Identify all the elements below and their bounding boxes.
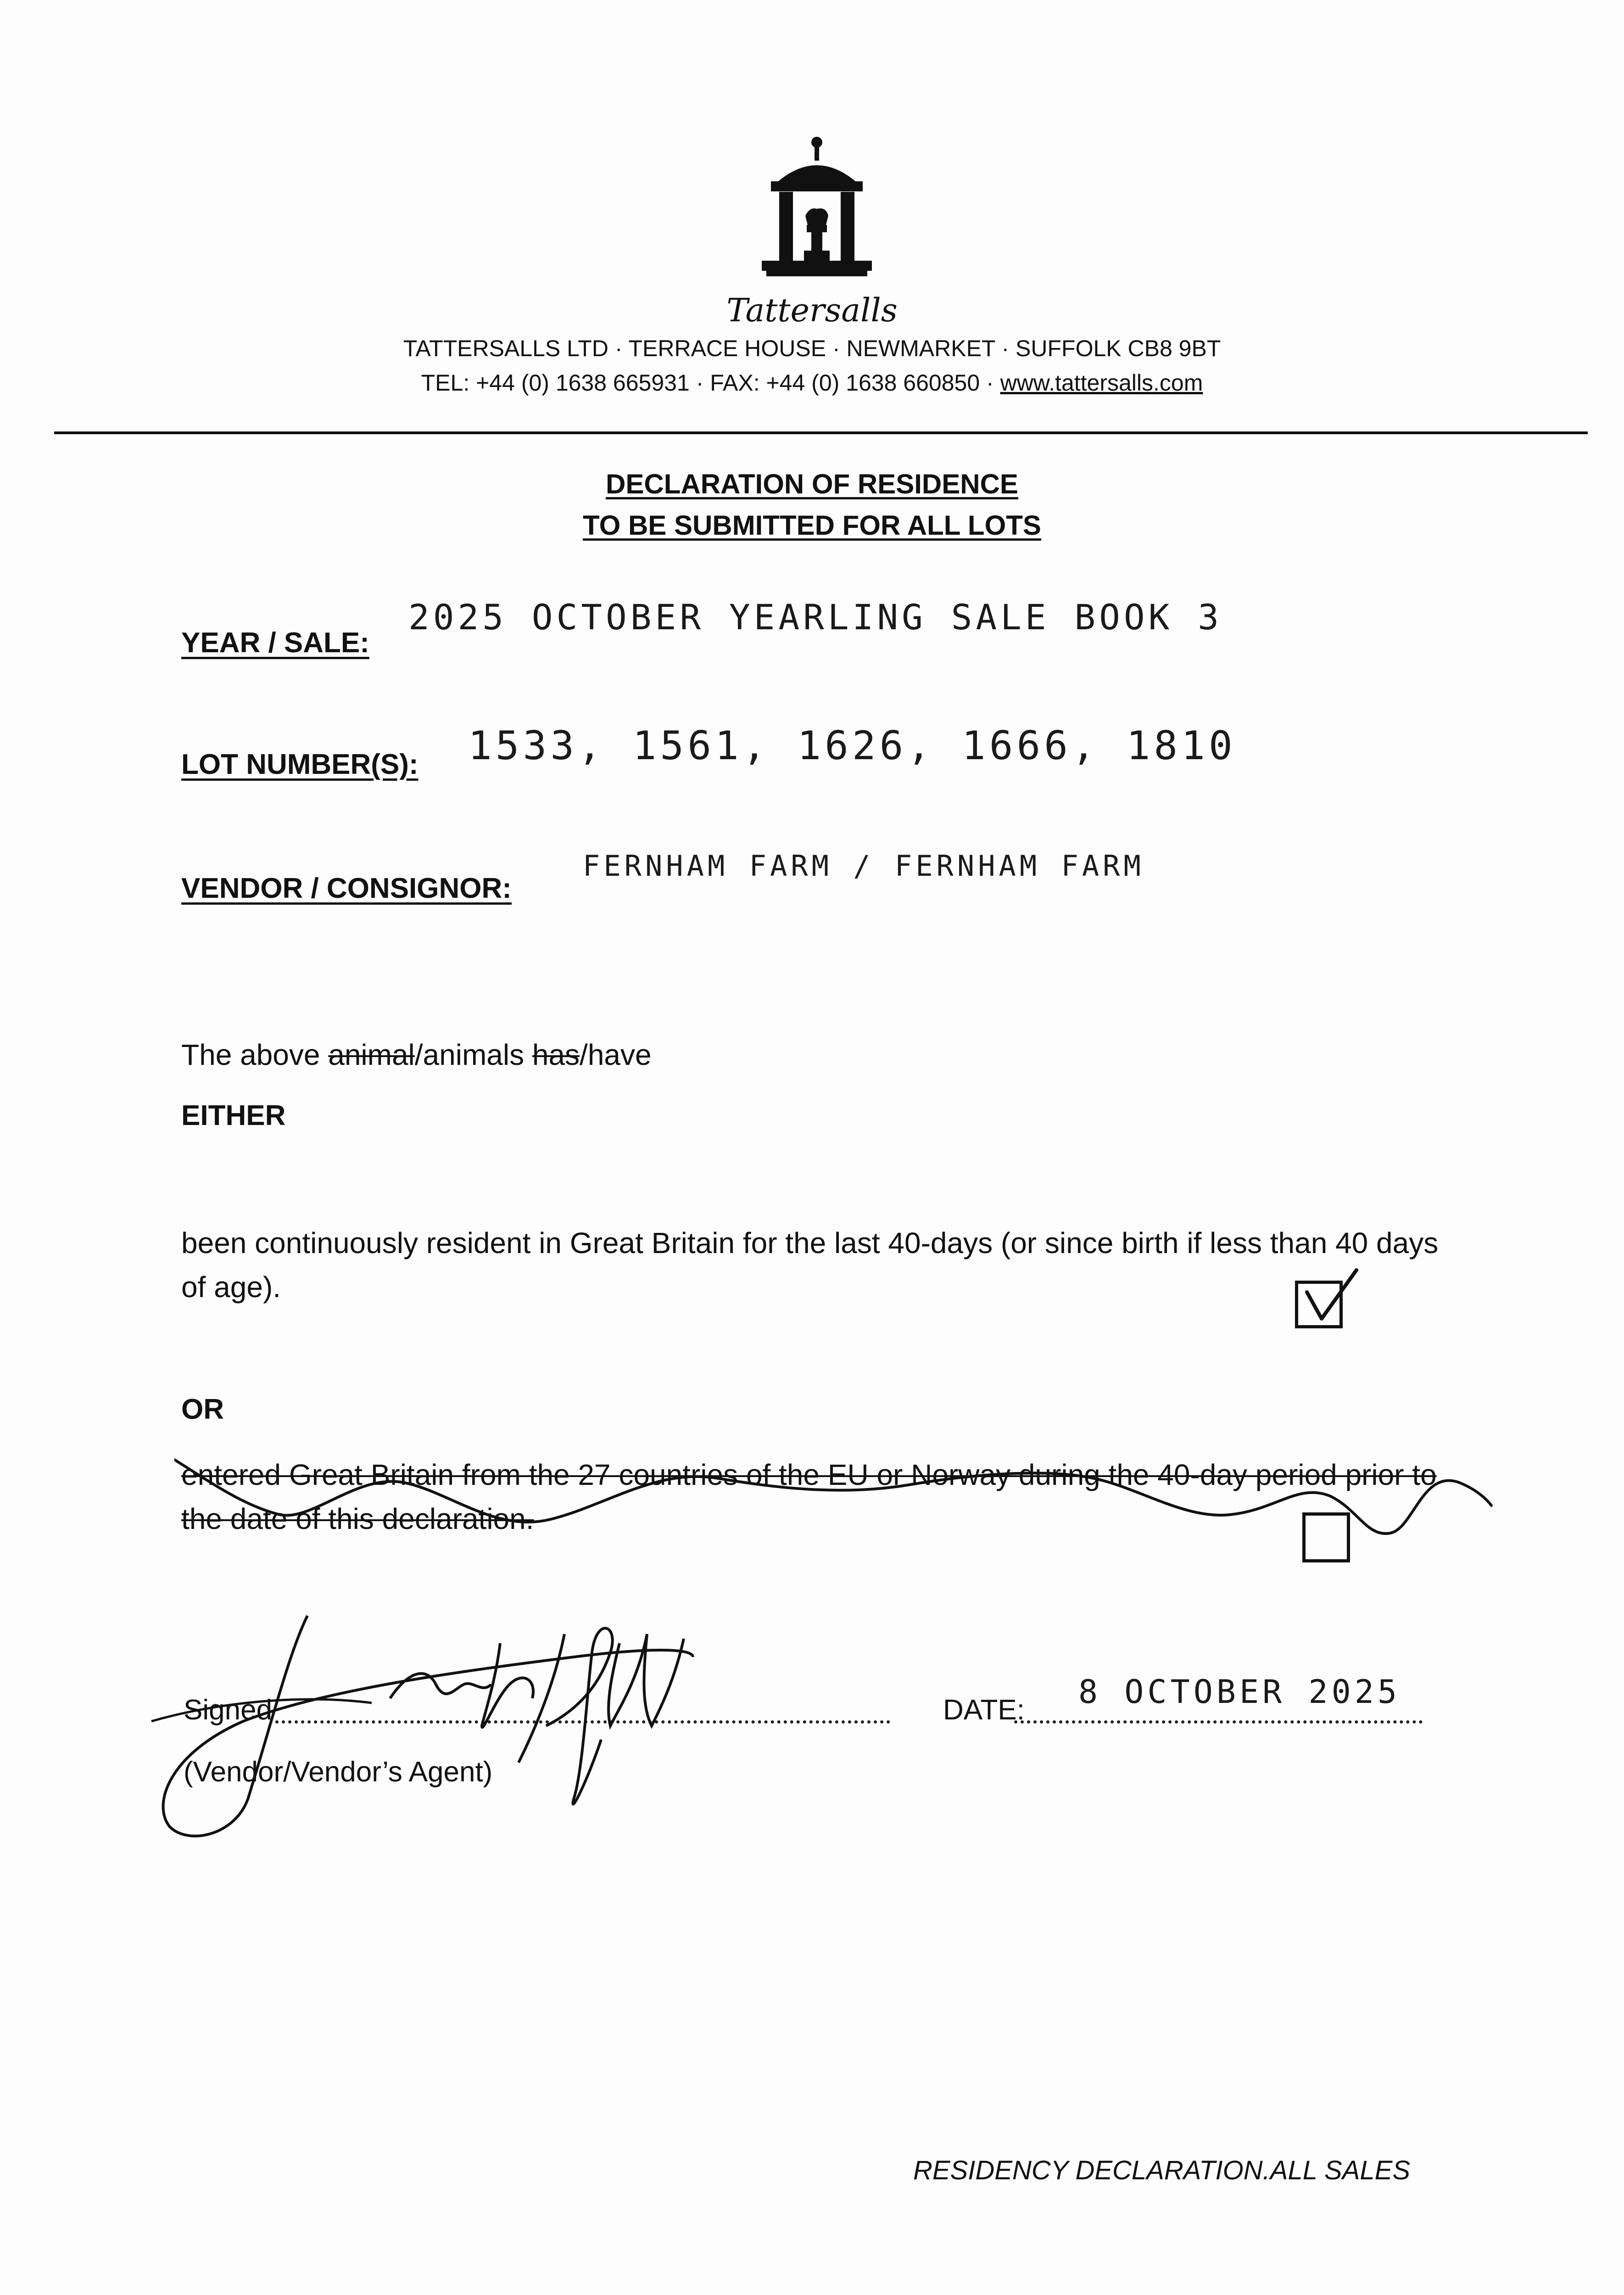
lot-numbers-label: LOT NUMBER(S): xyxy=(181,749,419,780)
contact-numbers: TEL: +44 (0) 1638 665931 · FAX: +44 (0) 1638 660850 · xyxy=(421,370,1000,396)
vendor-consignor-value[interactable]: FERNHAM FARM / FERNHAM FARM xyxy=(583,849,1144,883)
option-2-text: entered Great Britain from the 27 countries of the EU or Norway during the 40-day period prior to the date of this declaration. xyxy=(181,1458,1437,1535)
website-link[interactable]: www.tattersalls.com xyxy=(1000,370,1203,396)
intro-animals: /animals xyxy=(414,1038,532,1071)
vendor-consignor-label: VENDOR / CONSIGNOR: xyxy=(181,873,512,904)
year-sale-label: YEAR / SALE: xyxy=(181,627,369,659)
vendor-signature[interactable] xyxy=(133,1588,812,1864)
declaration-intro xyxy=(181,1033,652,1077)
title-line-1: DECLARATION OF RESIDENCE xyxy=(606,469,1018,499)
date-value[interactable]: 8 OCTOBER 2025 xyxy=(1078,1673,1401,1711)
lot-numbers-value[interactable]: 1533, 1561, 1626, 1666, 1810 xyxy=(468,723,1236,769)
date-line xyxy=(1014,1720,1423,1724)
signed-caption: (Vendor/Vendor’s Agent) xyxy=(184,1756,493,1788)
company-contact xyxy=(0,369,1624,396)
intro-the-above: The above xyxy=(181,1038,329,1071)
date-label: DATE: xyxy=(943,1694,1025,1726)
title-line-2: TO BE SUBMITTED FOR ALL LOTS xyxy=(583,510,1041,541)
tattersalls-logo xyxy=(753,133,881,285)
or-heading: OR xyxy=(181,1394,224,1425)
option-1-text: been continuously resident in Great Britain for the last 40-days (or since birth if less than 40 days of age). xyxy=(181,1226,1439,1304)
intro-has-struck: has xyxy=(532,1038,580,1071)
company-address: TATTERSALLS LTD · TERRACE HOUSE · NEWMARKET · SUFFOLK CB8 9BT xyxy=(403,336,1221,361)
signed-label: Signed xyxy=(184,1694,273,1726)
document-title xyxy=(0,464,1624,546)
brand-name: Tattersalls xyxy=(726,291,898,329)
header-divider xyxy=(54,431,1588,434)
checkmark-icon xyxy=(1299,1265,1363,1329)
either-heading: EITHER xyxy=(181,1100,286,1131)
year-sale-value[interactable]: 2025 OCTOBER YEARLING SALE BOOK 3 xyxy=(408,597,1222,638)
intro-have: /have xyxy=(580,1038,652,1071)
letterhead xyxy=(0,133,1624,418)
intro-animal-struck: animal xyxy=(328,1038,415,1071)
document-reference: RESIDENCY DECLARATION.ALL SALES xyxy=(913,2155,1411,2185)
option-2-checkbox[interactable] xyxy=(1302,1512,1350,1562)
